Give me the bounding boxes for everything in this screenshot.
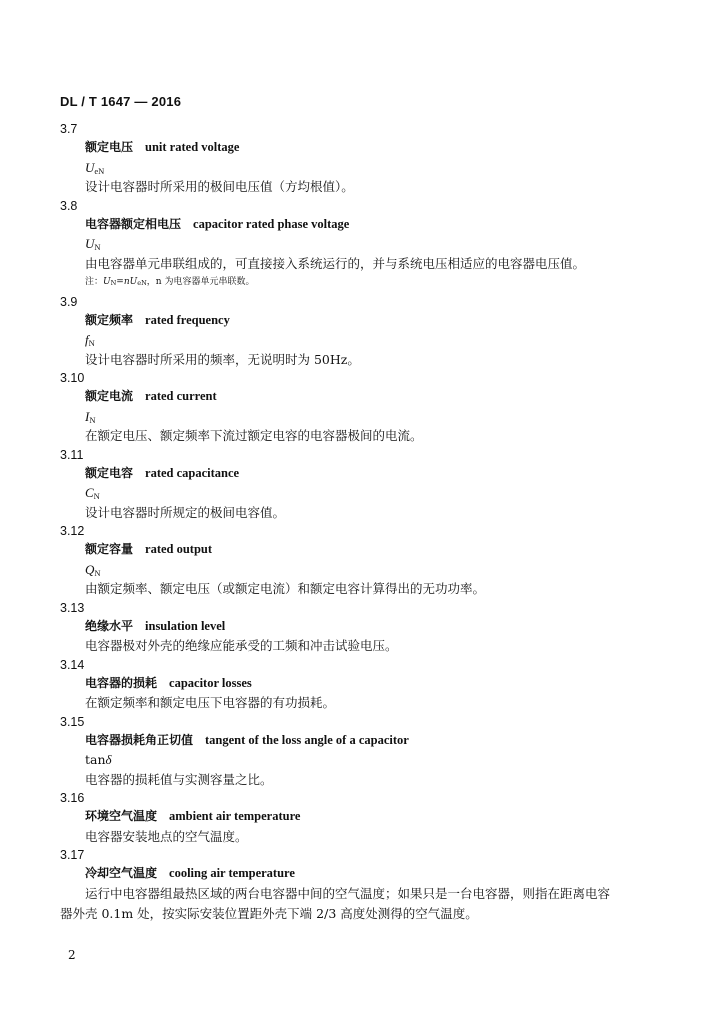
term-en: rated frequency xyxy=(145,312,230,327)
term-definition: 电容器安装地点的空气温度。 xyxy=(85,828,248,844)
term-en: cooling air temperature xyxy=(169,866,295,880)
term-cn: 环境空气温度 xyxy=(85,809,158,823)
term-definition: 在额定频率和额定电压下电容器的有功损耗。 xyxy=(85,695,336,710)
term-definition: 设计电容器时所采用的极间电压值（方均根值）。 xyxy=(85,179,354,194)
clause-number: 3.14 xyxy=(60,657,85,672)
term-cn: 额定频率 xyxy=(85,312,134,327)
term-entry-3-7 xyxy=(0,120,724,197)
term-title xyxy=(85,311,724,331)
terms-list xyxy=(0,120,724,924)
term-title xyxy=(85,540,724,560)
page-number: 2 xyxy=(68,948,76,962)
term-definition: 由电容器单元串联组成的，可直接接入系统运行的，并与系统电压相适应的电容器电压值。 xyxy=(85,255,586,271)
term-cn: 电容器额定相电压 xyxy=(85,216,182,231)
term-title xyxy=(85,464,724,484)
term-title xyxy=(85,138,724,158)
term-title xyxy=(85,807,724,827)
term-entry-3-13 xyxy=(0,599,724,656)
term-title xyxy=(85,864,724,884)
term-cn: 绝缘水平 xyxy=(85,618,134,633)
term-note: 注：$U_N=nU_{eN}$，n 为电容器单元串联数。 xyxy=(85,277,255,287)
clause-number: 3.11 xyxy=(60,447,84,462)
term-symbol: $Q_N$ xyxy=(85,561,101,578)
term-entry-3-9 xyxy=(0,293,724,370)
term-title xyxy=(85,731,724,751)
term-definition: 设计电容器时所采用的频率，无说明时为 50Hz。 xyxy=(85,351,360,367)
term-symbol: $f_N$ xyxy=(85,332,95,348)
term-entry-3-12 xyxy=(0,522,724,599)
term-symbol: $I_N$ xyxy=(85,408,96,425)
clause-number: 3.8 xyxy=(60,198,78,213)
term-symbol: $C_N$ xyxy=(85,485,100,501)
term-en: capacitor losses xyxy=(169,675,252,690)
term-definition: 设计电容器时所规定的极间电容值。 xyxy=(85,504,286,520)
term-cn: 冷却空气温度 xyxy=(85,866,158,880)
document-code-header: DL / T 1647 — 2016 xyxy=(60,94,182,109)
term-definition: 电容器极对外壳的绝缘应能承受的工频和冲击试验电压。 xyxy=(85,638,398,653)
term-cn: 额定电流 xyxy=(85,389,134,403)
clause-number: 3.7 xyxy=(60,122,78,136)
term-title xyxy=(85,617,724,637)
term-cn: 额定容量 xyxy=(85,542,134,556)
clause-number: 3.9 xyxy=(60,294,78,309)
term-definition: 运行中电容器组最热区域的两台电容器中间的空气温度；如果只是一台电容器，则指在距离电容 器外壳 0.1m 处，按实际安装位置距外壳下端 2/3 高度处测得的空气温度。 xyxy=(60,885,611,921)
term-title xyxy=(85,215,724,235)
term-en: ambient air temperature xyxy=(169,809,301,823)
term-entry-3-15 xyxy=(0,713,724,790)
term-entry-3-14 xyxy=(0,656,724,713)
term-entry-3-11 xyxy=(0,446,724,523)
term-en: capacitor rated phase voltage xyxy=(193,216,350,231)
term-en: rated output xyxy=(145,542,213,556)
term-en: insulation level xyxy=(145,618,226,633)
clause-number: 3.10 xyxy=(60,371,85,385)
term-definition: 电容器的损耗值与实测容量之比。 xyxy=(85,771,273,787)
term-cn: 额定电容 xyxy=(85,465,134,480)
term-entry-3-8 xyxy=(0,197,724,293)
term-entry-3-16 xyxy=(0,789,724,846)
clause-number: 3.17 xyxy=(60,848,85,862)
term-en: unit rated voltage xyxy=(145,140,240,154)
term-en: tangent of the loss angle of a capacitor xyxy=(205,732,409,747)
term-title xyxy=(85,387,724,407)
clause-number: 3.16 xyxy=(60,791,85,805)
term-cn: 额定电压 xyxy=(85,140,134,154)
term-symbol: $U_N$ xyxy=(85,236,101,252)
term-en: rated capacitance xyxy=(145,465,240,480)
term-definition: 在额定电压、额定频率下流过额定电容的电容器极间的电流。 xyxy=(85,428,423,443)
term-cn: 电容器的损耗 xyxy=(85,675,158,690)
clause-number: 3.13 xyxy=(60,600,85,615)
term-entry-3-17 xyxy=(0,846,724,924)
term-symbol: $U_{eN}$ xyxy=(85,159,105,176)
term-entry-3-10 xyxy=(0,369,724,446)
term-en: rated current xyxy=(145,389,217,403)
term-definition: 由额定频率、额定电压（或额定电流）和额定电容计算得出的无功功率。 xyxy=(85,581,486,596)
term-cn: 电容器损耗角正切值 xyxy=(85,732,194,747)
term-symbol: tanδ xyxy=(85,752,112,767)
clause-number: 3.12 xyxy=(60,524,85,538)
term-title xyxy=(85,674,724,694)
clause-number: 3.15 xyxy=(60,714,85,729)
